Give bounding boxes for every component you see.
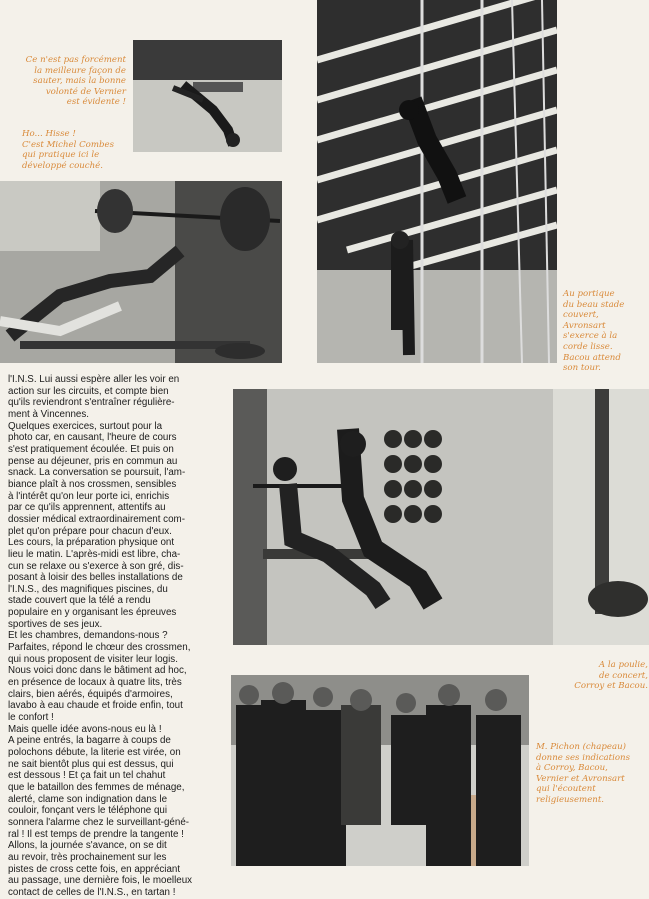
photo-jump bbox=[133, 40, 282, 152]
body-line: Allons, la journée s'avance, on se dit bbox=[8, 840, 167, 852]
caption-rope-climb: Au portique du beau stade couvert, Avronsart s'exerce à la corde lisse. Bacou attend son tour. bbox=[563, 289, 625, 374]
body-line: sportives de ses jeux. bbox=[8, 618, 103, 630]
caption-pulley: A la poulie, de concert, Corroy et Bacou. bbox=[574, 660, 648, 692]
body-line: Les cours, la préparation physique ont bbox=[8, 537, 175, 549]
body-line: ment à Vincennes. bbox=[8, 408, 89, 420]
body-line: à l'intérêt qu'on leur porte ici, enrichis bbox=[8, 490, 170, 502]
body-line: biance plaît à nos crossmen, sensibles bbox=[8, 478, 177, 490]
body-line: snack. La conversation se poursuit, l'am- bbox=[8, 467, 186, 479]
body-line: lavabo à eau chaude et froide enfin, tout bbox=[8, 700, 183, 712]
body-line: photo car, en causant, l'heure de cours bbox=[8, 432, 177, 444]
body-line: par ce qu'ils apprennent, attentifs au bbox=[8, 502, 166, 514]
body-line: ne sait bientôt plus qui est dessus, qui bbox=[8, 758, 174, 770]
body-line: en présence de locaux à quatre lits, très bbox=[8, 677, 182, 689]
body-line: sonnera l'alarme chez le surveillant-géné- bbox=[8, 816, 190, 828]
caption-group: M. Pichon (chapeau) donne ses indications à Corroy, Bacou, Vernier et Avronsart qui l'écoutent religieusement. bbox=[536, 742, 630, 805]
photo-bench-press bbox=[0, 181, 282, 363]
body-line: pistes de cross cette fois, en appréciant bbox=[8, 863, 181, 875]
caption-jump: Ce n'est pas forcément la meilleure façon de sauter, mais la bonne volonté de Vernier est évidente ! bbox=[25, 55, 126, 108]
body-line: A peine entrés, la bagarre à coups de bbox=[8, 735, 171, 747]
body-line: cun se relaxe ou s'exerce à son gré, dis- bbox=[8, 560, 184, 572]
body-line: s'est pratiquement écoulée. Et puis on bbox=[8, 443, 174, 455]
body-line: populaire en y organisant les épreuves bbox=[8, 607, 177, 619]
body-line: contact de celles de l'I.N.S., en tartan ! bbox=[8, 886, 176, 898]
article-body bbox=[8, 374, 230, 899]
body-line: Parfaites, répond le chœur des crossmen, bbox=[8, 642, 191, 654]
body-line: couloir, fonçant vers le téléphone qui bbox=[8, 805, 168, 817]
body-line: Quelques exercices, surtout pour la bbox=[8, 420, 163, 432]
body-line: Nous voici donc dans le bâtiment ad hoc, bbox=[8, 665, 187, 677]
photo-pulley bbox=[233, 389, 649, 645]
body-line: que le bataillon des femmes de ménage, bbox=[8, 781, 185, 793]
body-line: clairs, bien aérés, équipés d'armoires, bbox=[8, 688, 173, 700]
body-line: polochons débute, la literie est virée, on bbox=[8, 747, 181, 758]
body-line: Mais quelle idée avons-nous eu là ! bbox=[8, 723, 162, 735]
photo-group bbox=[231, 675, 529, 866]
body-line: lieu le matin. L'après-midi est libre, cha- bbox=[8, 548, 181, 560]
body-line: l'I.N.S., des magnifiques piscines, du bbox=[8, 583, 168, 595]
body-line: au revoir, très prochainement sur les bbox=[8, 851, 167, 863]
caption-bench-press: Ho... Hisse ! C'est Michel Combes qui pratique ici le développé couché. bbox=[22, 129, 114, 171]
body-line: l'I.N.S. Lui aussi espère aller les voir en bbox=[8, 374, 180, 385]
body-line: action sur les circuits, et compte bien bbox=[8, 385, 169, 397]
body-line: stade couvert que la télé a rendu bbox=[8, 595, 151, 607]
body-line: alerté, clame son indignation dans le bbox=[8, 793, 168, 805]
body-line: pense au déjeuner, pris en commun au bbox=[8, 455, 178, 467]
body-line: qu'ils reviendront s'entraîner régulière- bbox=[8, 397, 175, 409]
body-line: au passage, une dernière fois, le moelleux bbox=[8, 875, 193, 887]
body-line: est dessous ! Et ça fait un tel chahut bbox=[8, 770, 166, 782]
body-line: Et les chambres, demandons-nous ? bbox=[8, 630, 168, 642]
body-line: posant à loisir des belles installations de bbox=[8, 572, 183, 584]
photo-rope-climb bbox=[317, 0, 557, 363]
body-line: ral ! Il est temps de prendre la tangente ! bbox=[8, 828, 184, 840]
body-line: plet qu'on prépare pour chacun d'eux. bbox=[8, 525, 172, 537]
body-line: qui nous proposent de visiter leur logis. bbox=[8, 653, 178, 665]
body-line: dossier médical extraordinairement com- bbox=[8, 513, 185, 525]
body-line: le confort ! bbox=[8, 712, 54, 724]
